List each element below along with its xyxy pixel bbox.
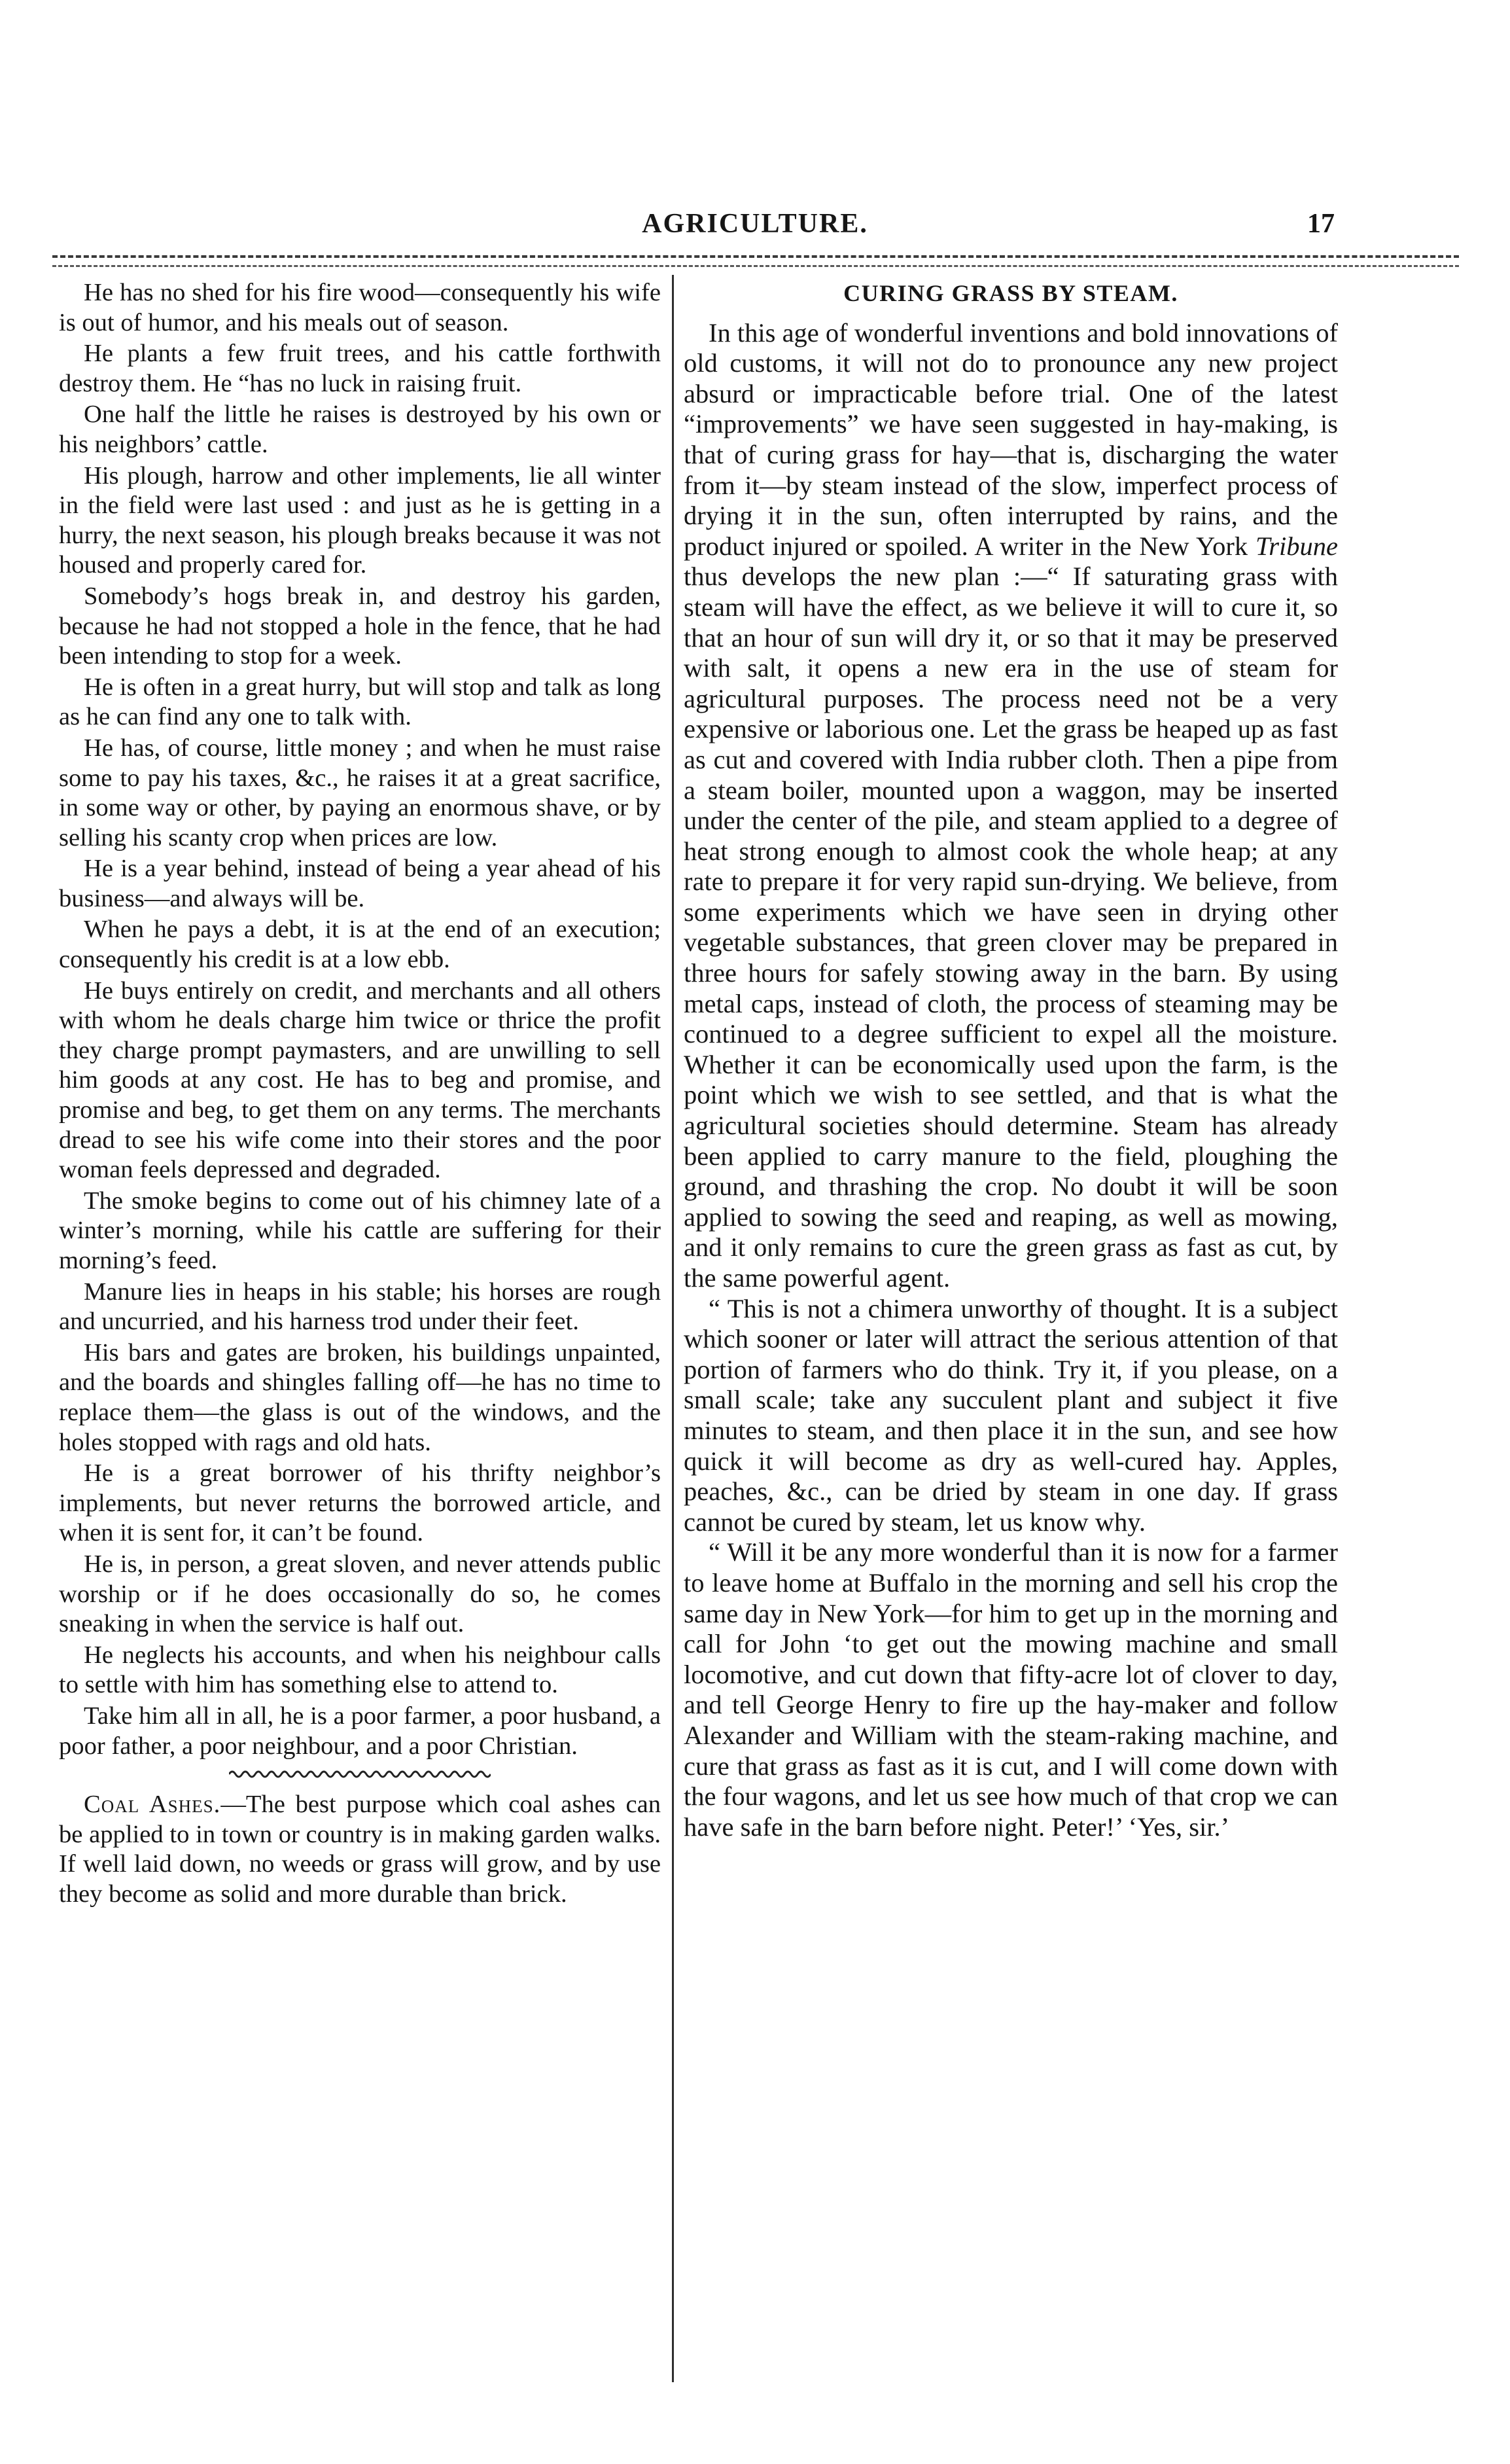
article-heading: CURING GRASS BY STEAM. [843, 280, 1178, 306]
article-paragraph-3: “ Will it be any more wonderful than it is now for a farmer to leave home at Buffalo in the morning and sell his crop the same day in New York—for him to get up in the morning and call for John ‘to get out the mowing machine and small locomotive, and cut down that fifty-acre lot of clover to day, and tell George Henry to fire up the hay-maker and follow Alexander and William with the steam-raking machine, and cure that grass as fast as it is cut, and I will come down with the four wagons, and let us see how much of that crop we can have safe in the barn before night. Peter!’ ‘Yes, sir.’ [684, 1537, 1338, 1842]
paragraph: He is a year behind, instead of being a year ahead of his business—and always will be. [59, 855, 661, 912]
section-title: AGRICULTURE. [642, 209, 868, 239]
paragraph-text: thus develops the new plan :—“ If saturating grass with steam will have the effect, as we believe it will to cure it, so that an hour of sun will dry it, or so that it may be preserved with salt, it opens a new era in the use of steam for agricultural purposes. The process need not be a very expensive or laborious one. Let the grass be heaped up as fast as cut and covered with India rubber cloth. Then a pipe from a steam boiler, mounted upon a waggon, may be inserted under the center of the pile, and steam applied to a degree of heat strong enough to almost cook the whole heap; at any rate to prepare it for very rapid sun-drying. We believe, from some experiments which we have seen in drying other vegetable substances, that green clover may be prepared in three hours for safely stowing away in the barn. By using metal caps, instead of cloth, the process of steaming may be continued to a degree sufficient to expel all the moisture. Whether it can be economically used upon the farm, is the point which we wish to see settled, and that is what the agricultural societies should determine. Steam has already been applied to carry manure to the field, ploughing the ground, and thrashing the crop. No doubt it will be soon applied to sowing the seed and reaping, as well as mowing, and it only remains to cure the green grass as fast as cut, by the same powerful agent. [684, 562, 1338, 1293]
header-rule-bottom [52, 265, 1459, 267]
wavy-rule-ornament [229, 1766, 491, 1782]
article-paragraph-2: “ This is not a chimera unworthy of thought. It is a subject which sooner or later will attract the serious attention of that portion of farmers who do think. Try it, if you please, on a small scale; take any succulent plant and subject it five minutes to steam, and then place it in the sun, and see how quick it will become as dry as well-cured hay. Apples, peaches, &c., can be dried by steam in one day. If grass cannot be cured by steam, let us know why. [684, 1293, 1338, 1537]
paragraph: He is, in person, a great sloven, and never attends public worship or if he does occasionally do so, he comes sneaking in when the service is half out. [59, 1550, 661, 1638]
paragraph: Somebody’s hogs break in, and destroy his garden, because he had not stopped a hole in the fence, that he had been intending to stop for a week. [59, 582, 661, 670]
paragraph: When he pays a debt, it is at the end of an execution; consequently his credit is at a low ebb. [59, 916, 661, 974]
paragraph: He has, of course, little money ; and when he must raise some to pay his taxes, &c., he raises it at a great sacrifice, in some way or other, by paying an enormous shave, or by selling his scanty crop when prices are low. [59, 734, 661, 851]
paragraph: He buys entirely on credit, and merchants and all others with whom he deals charge him twice or thrice the profit they charge prompt paymasters, and are unwilling to sell him goods at any cost. He has to beg and promise, and promise and beg, to get them on any terms. The merchants dread to see his wife come into their stores and the poor woman feels depressed and degraded. [59, 976, 661, 1184]
left-column [59, 278, 661, 1910]
right-column [684, 278, 1338, 1842]
paragraph: He neglects his accounts, and when his neighbour calls to settle with him has something else to attend to. [59, 1641, 661, 1699]
paragraph: His plough, harrow and other implements, lie all winter in the field were last used : and just as he is getting in a hurry, the next season, his plough breaks because it was not housed and properly cared for. [59, 461, 661, 579]
column-divider [672, 275, 674, 2382]
paragraph-text: In this age of wonderful inventions and bold innovations of old customs, it will not do to pronounce any new project absurd or impracticable before trial. One of the latest “improvements” we have seen suggested in hay-making, is that of curing grass for hay—that is, discharging the water from it—by steam instead of the slow, imperfect process of drying it in the sun, often interrupted by rains, and the product injured or spoiled. A writer in the New York [684, 317, 1338, 561]
article-paragraph-1 [684, 318, 1338, 1294]
paragraph: Take him all in all, he is a poor farmer, a poor husband, a poor father, a poor neighbour, and a poor Christian. [59, 1702, 661, 1760]
newspaper-name: Tribune [1255, 531, 1338, 561]
page-number: 17 [1307, 209, 1335, 239]
running-head [0, 208, 1510, 247]
coal-ashes-paragraph [59, 1790, 661, 1909]
paragraph: The smoke begins to come out of his chimney late of a winter’s morning, while his cattle are suffering for their morning’s feed. [59, 1187, 661, 1274]
header-rule-top [52, 255, 1459, 258]
coal-ashes-label: Coal Ashes. [84, 1791, 221, 1819]
paragraph: One half the little he raises is destroyed by his own or his neighbors’ cattle. [59, 401, 661, 458]
paragraph: His bars and gates are broken, his buildings unpainted, and the boards and shingles falling off—he has no time to replace them—the glass is out of the windows, and the holes stopped with rags and old hats. [59, 1338, 661, 1456]
wavy-separator [59, 1762, 661, 1786]
coal-ashes-text: —The best purpose which coal ashes can be applied to in town or country is in making garden walks. If well laid down, no weeds or grass will grow, and by use they become as solid and more durable than brick. [59, 1791, 661, 1908]
paragraph: Manure lies in heaps in his stable; his horses are rough and uncurried, and his harness trod under their feet. [59, 1277, 661, 1336]
paragraph: He plants a few fruit trees, and his cattle forthwith destroy them. He “has no luck in raising fruit. [59, 340, 661, 397]
paragraph: He is often in a great hurry, but will stop and talk as long as he can find any one to talk with. [59, 673, 661, 731]
paragraph: He is a great borrower of his thrifty neighbor’s implements, but never returns the borrowed article, and when it is sent for, it can’t be found. [59, 1459, 661, 1547]
paragraph: He has no shed for his fire wood—consequently his wife is out of humor, and his meals out of season. [59, 279, 661, 336]
